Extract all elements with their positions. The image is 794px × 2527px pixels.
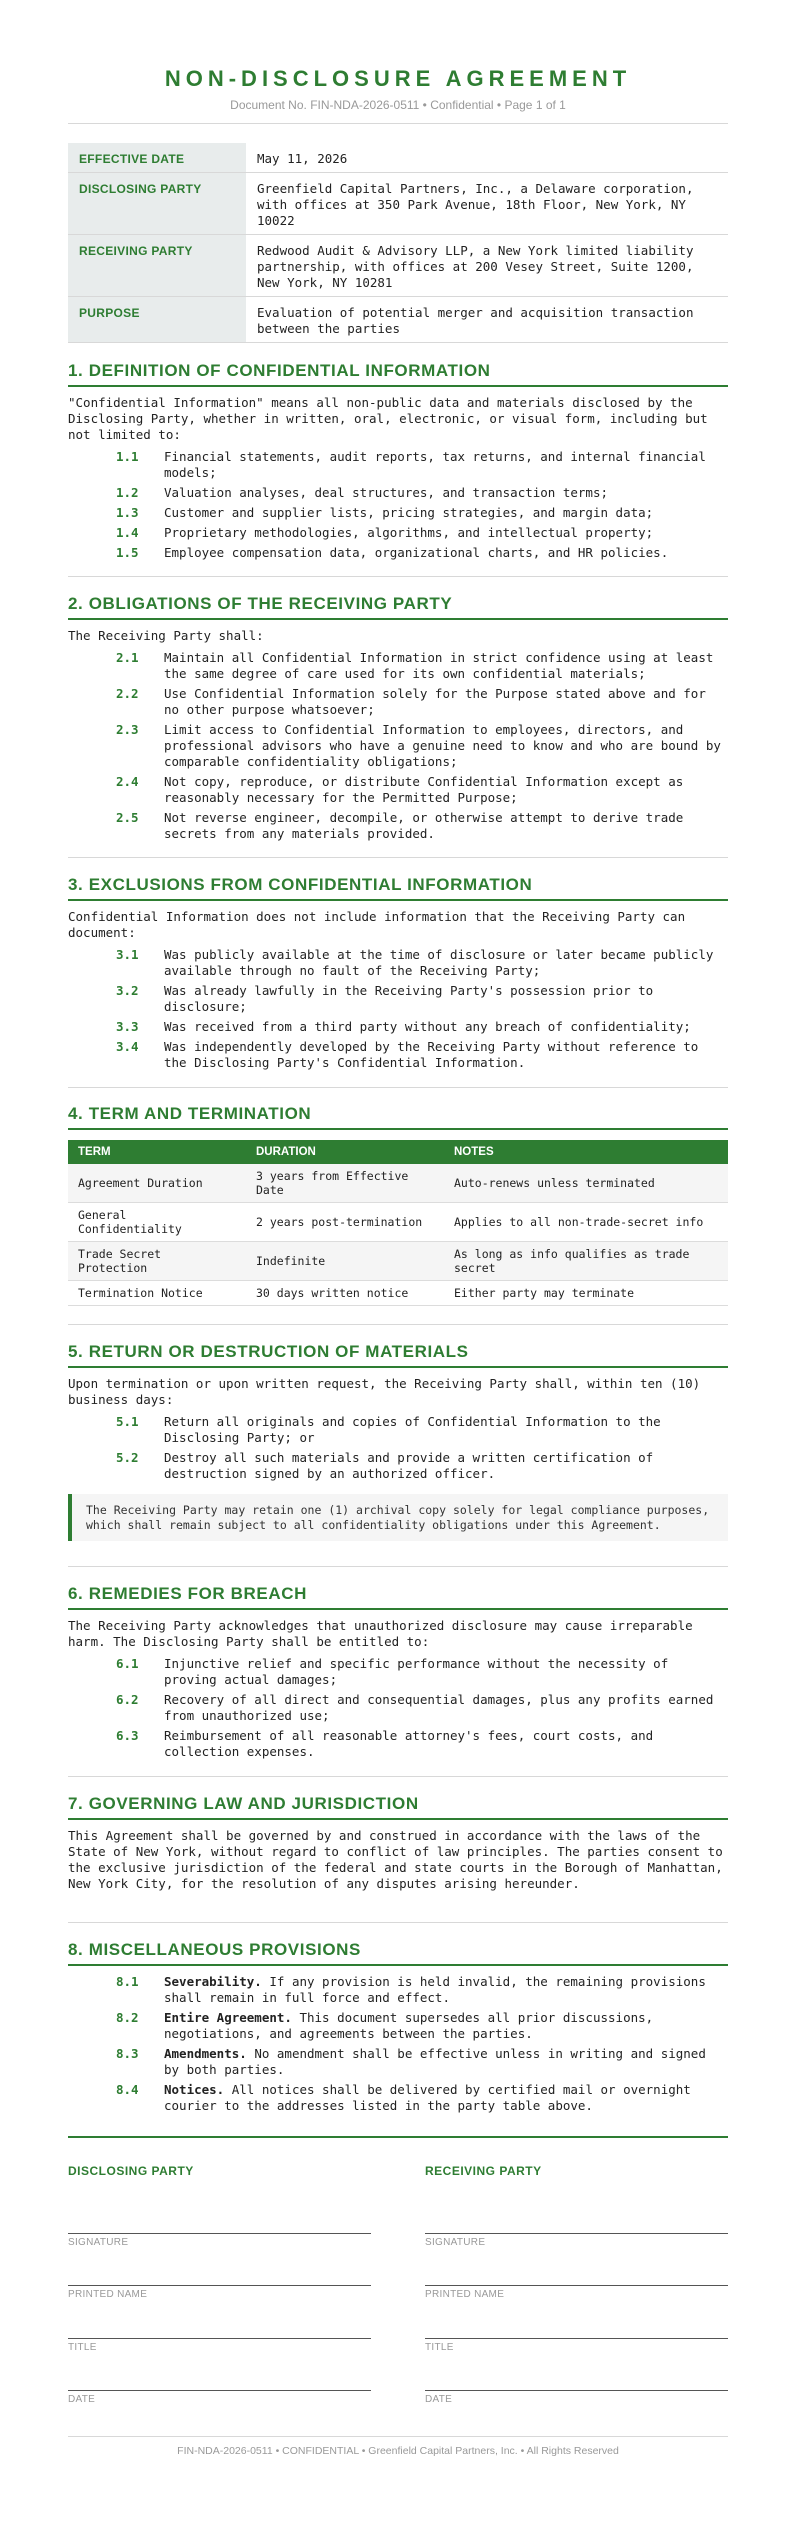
clause-number: 1.1 [116, 449, 139, 464]
clause-item [68, 1019, 728, 1035]
date-label: DATE [68, 2394, 96, 2405]
clause-item [68, 1974, 728, 2006]
clause-number: 8.2 [116, 2010, 139, 2025]
table-cell: 3 years from Effective Date [246, 1164, 444, 1203]
party-row [68, 235, 728, 297]
clause-number: 2.4 [116, 774, 139, 789]
title-line[interactable] [425, 2338, 728, 2339]
section-title: 1. DEFINITION OF CONFIDENTIAL INFORMATION [68, 361, 728, 387]
section-intro: The Receiving Party acknowledges that unauthorized disclosure may cause irreparable harm. The Disclosing Party shall be entitled to: [68, 1618, 693, 1649]
clause-text: Proprietary methodologies, algorithms, and intellectual property; [164, 525, 654, 540]
document-footer: FIN-NDA-2026-0511 • CONFIDENTIAL • Greenfield Capital Partners, Inc. • All Rights Reserved [177, 2445, 619, 2457]
title-line[interactable] [68, 2338, 371, 2339]
clause-text: All notices shall be delivered by certified mail or overnight courier to the addresses listed in the party table above. [164, 2082, 691, 2113]
clause-text: If any provision is held invalid, the remaining provisions shall remain in full force and effect. [164, 1974, 706, 2005]
clause-text: Was independently developed by the Receiving Party without reference to the Disclosing Party's Confidential Information. [164, 1039, 699, 1070]
clause-text: Was already lawfully in the Receiving Party's possession prior to disclosure; [164, 983, 654, 1014]
column-header: DURATION [246, 1140, 444, 1164]
clause-item [68, 485, 728, 501]
clause-text: Use Confidential Information solely for the Purpose stated above and for no other purpose whatsoever; [164, 686, 706, 717]
parties-table [68, 143, 728, 343]
section-title: 7. GOVERNING LAW AND JURISDICTION [68, 1794, 728, 1820]
party-label: PURPOSE [68, 297, 246, 343]
clause-heading: Amendments. [164, 2046, 247, 2061]
section-title: 6. REMEDIES FOR BREACH [68, 1584, 728, 1610]
printed-name-label: PRINTED NAME [425, 2289, 505, 2300]
clause-number: 1.3 [116, 505, 139, 520]
clause-number: 8.1 [116, 1974, 139, 1989]
clause-text: Financial statements, audit reports, tax returns, and internal financial models; [164, 449, 706, 480]
clause-text: Limit access to Confidential Information to employees, directors, and professional advisors who have a genuine need to know and who are bound by comparable confidentiality obligations; [164, 722, 721, 769]
document-header [68, 66, 728, 112]
column-header: NOTES [444, 1140, 728, 1164]
date-line[interactable] [425, 2390, 728, 2391]
section-title: 5. RETURN OR DESTRUCTION OF MATERIALS [68, 1342, 728, 1368]
table-row [68, 1203, 728, 1242]
clause-item [68, 545, 728, 561]
clause-list [68, 1656, 728, 1760]
title-label: TITLE [425, 2342, 454, 2353]
section-title: 3. EXCLUSIONS FROM CONFIDENTIAL INFORMATION [68, 875, 728, 901]
clause-number: 6.2 [116, 1692, 139, 1707]
date-label: DATE [425, 2394, 453, 2405]
section-divider [68, 1776, 728, 1777]
clause-item [68, 1728, 728, 1760]
section-divider [68, 1324, 728, 1325]
section-remedies [68, 1584, 728, 1764]
clause-item [68, 650, 728, 682]
clause-text: Not reverse engineer, decompile, or otherwise attempt to derive trade secrets from any materials provided. [164, 810, 684, 841]
table-cell: Trade Secret Protection [68, 1242, 246, 1281]
printed-name-line[interactable] [68, 2285, 371, 2286]
clause-item [68, 1039, 728, 1071]
clause-heading: Notices. [164, 2082, 225, 2097]
clause-number: 1.5 [116, 545, 139, 560]
clause-text: Return all originals and copies of Confidential Information to the Disclosing Party; or [164, 1414, 661, 1445]
party-value: May 11, 2026 [246, 143, 728, 173]
section-title: 8. MISCELLANEOUS PROVISIONS [68, 1940, 728, 1966]
clause-item [68, 2046, 728, 2078]
clause-text: Destroy all such materials and provide a written certification of destruction signed by an authorized officer. [164, 1450, 654, 1481]
clause-item [68, 810, 728, 842]
party-row [68, 173, 728, 235]
section-definition [68, 361, 728, 565]
signature-line[interactable] [425, 2233, 728, 2234]
table-cell: Termination Notice [68, 1281, 246, 1306]
footer-divider [68, 2436, 728, 2437]
date-line[interactable] [68, 2390, 371, 2391]
clause-item [68, 525, 728, 541]
signature-heading: RECEIVING PARTY [425, 2164, 542, 2178]
clause-item [68, 983, 728, 1015]
section-divider [68, 1566, 728, 1567]
party-label: RECEIVING PARTY [68, 235, 246, 297]
retention-note: The Receiving Party may retain one (1) archival copy solely for legal compliance purposes, which shall remain subject to all confidentiality obligations under this Agreement. [68, 1494, 728, 1541]
printed-name-label: PRINTED NAME [68, 2289, 148, 2300]
clause-item [68, 1414, 728, 1446]
section-title: 2. OBLIGATIONS OF THE RECEIVING PARTY [68, 594, 728, 620]
section-intro: The Receiving Party shall: [68, 628, 264, 643]
table-cell: Auto-renews unless terminated [444, 1164, 728, 1203]
table-cell: As long as info qualifies as trade secret [444, 1242, 728, 1281]
clause-number: 2.5 [116, 810, 139, 825]
clause-item [68, 505, 728, 521]
clause-number: 6.1 [116, 1656, 139, 1671]
clause-text: Recovery of all direct and consequential damages, plus any profits earned from unauthorized use; [164, 1692, 714, 1723]
clause-item [68, 449, 728, 481]
clause-item [68, 722, 728, 770]
term-table [68, 1140, 728, 1306]
party-row [68, 143, 728, 173]
section-intro: "Confidential Information" means all non-public data and materials disclosed by the Disclosing Party, whether in written, oral, electronic, or visual form, including but not limited to: [68, 395, 708, 442]
clause-text: Was received from a third party without any breach of confidentiality; [164, 1019, 691, 1034]
table-cell: Indefinite [246, 1242, 444, 1281]
clause-text: Was publicly available at the time of disclosure or later became publicly available through no fault of the Receiving Party; [164, 947, 714, 978]
header-divider [68, 123, 728, 124]
party-value: Greenfield Capital Partners, Inc., a Delaware corporation, with offices at 350 Park Avenue, 18th Floor, New York, NY 10022 [246, 173, 728, 235]
signature-label: SIGNATURE [68, 2237, 129, 2248]
clause-item [68, 1656, 728, 1688]
clause-number: 3.3 [116, 1019, 139, 1034]
table-row [68, 1242, 728, 1281]
clause-item [68, 774, 728, 806]
table-row [68, 1164, 728, 1203]
table-cell: Agreement Duration [68, 1164, 246, 1203]
table-cell: 30 days written notice [246, 1281, 444, 1306]
clause-number: 5.2 [116, 1450, 139, 1465]
section-divider [68, 1087, 728, 1088]
signature-divider [68, 2136, 728, 2138]
disclosing-signature-block [68, 2164, 371, 2414]
party-label: EFFECTIVE DATE [68, 143, 246, 173]
document-meta: Document No. FIN-NDA-2026-0511 • Confidential • Page 1 of 1 [230, 98, 566, 112]
clause-text: Maintain all Confidential Information in strict confidence using at least the same degree of care used for its own confidential materials; [164, 650, 714, 681]
title-label: TITLE [68, 2342, 97, 2353]
clause-item [68, 947, 728, 979]
signature-label: SIGNATURE [425, 2237, 486, 2248]
clause-heading: Entire Agreement. [164, 2010, 292, 2025]
clause-text: This document supersedes all prior discussions, negotiations, and agreements between the parties. [164, 2010, 654, 2041]
clause-number: 1.2 [116, 485, 139, 500]
section-title: 4. TERM AND TERMINATION [68, 1104, 728, 1130]
clause-list [68, 650, 728, 842]
clause-number: 8.4 [116, 2082, 139, 2097]
signature-line[interactable] [68, 2233, 371, 2234]
clause-list [68, 1974, 728, 2114]
clause-item [68, 1692, 728, 1724]
clause-number: 2.1 [116, 650, 139, 665]
receiving-signature-block [425, 2164, 728, 2414]
clause-number: 5.1 [116, 1414, 139, 1429]
clause-text: Employee compensation data, organizational charts, and HR policies. [164, 545, 669, 560]
clause-list [68, 1414, 728, 1482]
table-cell: Either party may terminate [444, 1281, 728, 1306]
party-row [68, 297, 728, 343]
clause-number: 3.4 [116, 1039, 139, 1054]
clause-number: 3.2 [116, 983, 139, 998]
section-intro: Upon termination or upon written request, the Receiving Party shall, within ten (10) business days: [68, 1376, 701, 1407]
section-return [68, 1342, 728, 1541]
section-intro: Confidential Information does not include information that the Receiving Party can document: [68, 909, 686, 940]
party-value: Redwood Audit & Advisory LLP, a New York limited liability partnership, with offices at 200 Vesey Street, Suite 1200, New York, NY 10281 [246, 235, 728, 297]
table-cell: General Confidentiality [68, 1203, 246, 1242]
clause-item [68, 1450, 728, 1482]
clause-text: Reimbursement of all reasonable attorney's fees, court costs, and collection expenses. [164, 1728, 654, 1759]
clause-text: Customer and supplier lists, pricing strategies, and margin data; [164, 505, 654, 520]
clause-number: 2.3 [116, 722, 139, 737]
section-text: This Agreement shall be governed by and construed in accordance with the laws of the State of New York, without regard to conflict of law principles. The parties consent to the exclusive jurisdiction of the federal and state courts in the Borough of Manhattan, New York City, for the resolution of any disputes arising hereunder. [68, 1828, 723, 1891]
clause-number: 3.1 [116, 947, 139, 962]
section-exclusions [68, 875, 728, 1075]
clause-heading: Severability. [164, 1974, 262, 1989]
clause-text: Not copy, reproduce, or distribute Confidential Information except as reasonably necessary for the Permitted Purpose; [164, 774, 684, 805]
clause-text: Injunctive relief and specific performance without the necessity of proving actual damages; [164, 1656, 669, 1687]
table-cell: Applies to all non-trade-secret info [444, 1203, 728, 1242]
section-miscellaneous [68, 1940, 728, 2118]
signature-heading: DISCLOSING PARTY [68, 2164, 194, 2178]
clause-item [68, 2082, 728, 2114]
section-governing-law [68, 1794, 728, 1898]
party-label: DISCLOSING PARTY [68, 173, 246, 235]
clause-text: Valuation analyses, deal structures, and transaction terms; [164, 485, 609, 500]
clause-list [68, 449, 728, 561]
table-row [68, 1281, 728, 1306]
clause-item [68, 686, 728, 718]
term-table-header [68, 1140, 728, 1164]
section-obligations [68, 594, 728, 846]
party-value: Evaluation of potential merger and acquisition transaction between the parties [246, 297, 728, 343]
clause-number: 2.2 [116, 686, 139, 701]
clause-number: 1.4 [116, 525, 139, 540]
printed-name-line[interactable] [425, 2285, 728, 2286]
clause-list [68, 947, 728, 1071]
column-header: TERM [68, 1140, 246, 1164]
section-divider [68, 1922, 728, 1923]
clause-text: No amendment shall be effective unless in writing and signed by both parties. [164, 2046, 706, 2077]
clause-item [68, 2010, 728, 2042]
document-title: NON-DISCLOSURE AGREEMENT [164, 66, 632, 91]
table-cell: 2 years post-termination [246, 1203, 444, 1242]
clause-number: 8.3 [116, 2046, 139, 2061]
clause-number: 6.3 [116, 1728, 139, 1743]
section-term [68, 1104, 728, 1306]
section-divider [68, 576, 728, 577]
section-divider [68, 857, 728, 858]
